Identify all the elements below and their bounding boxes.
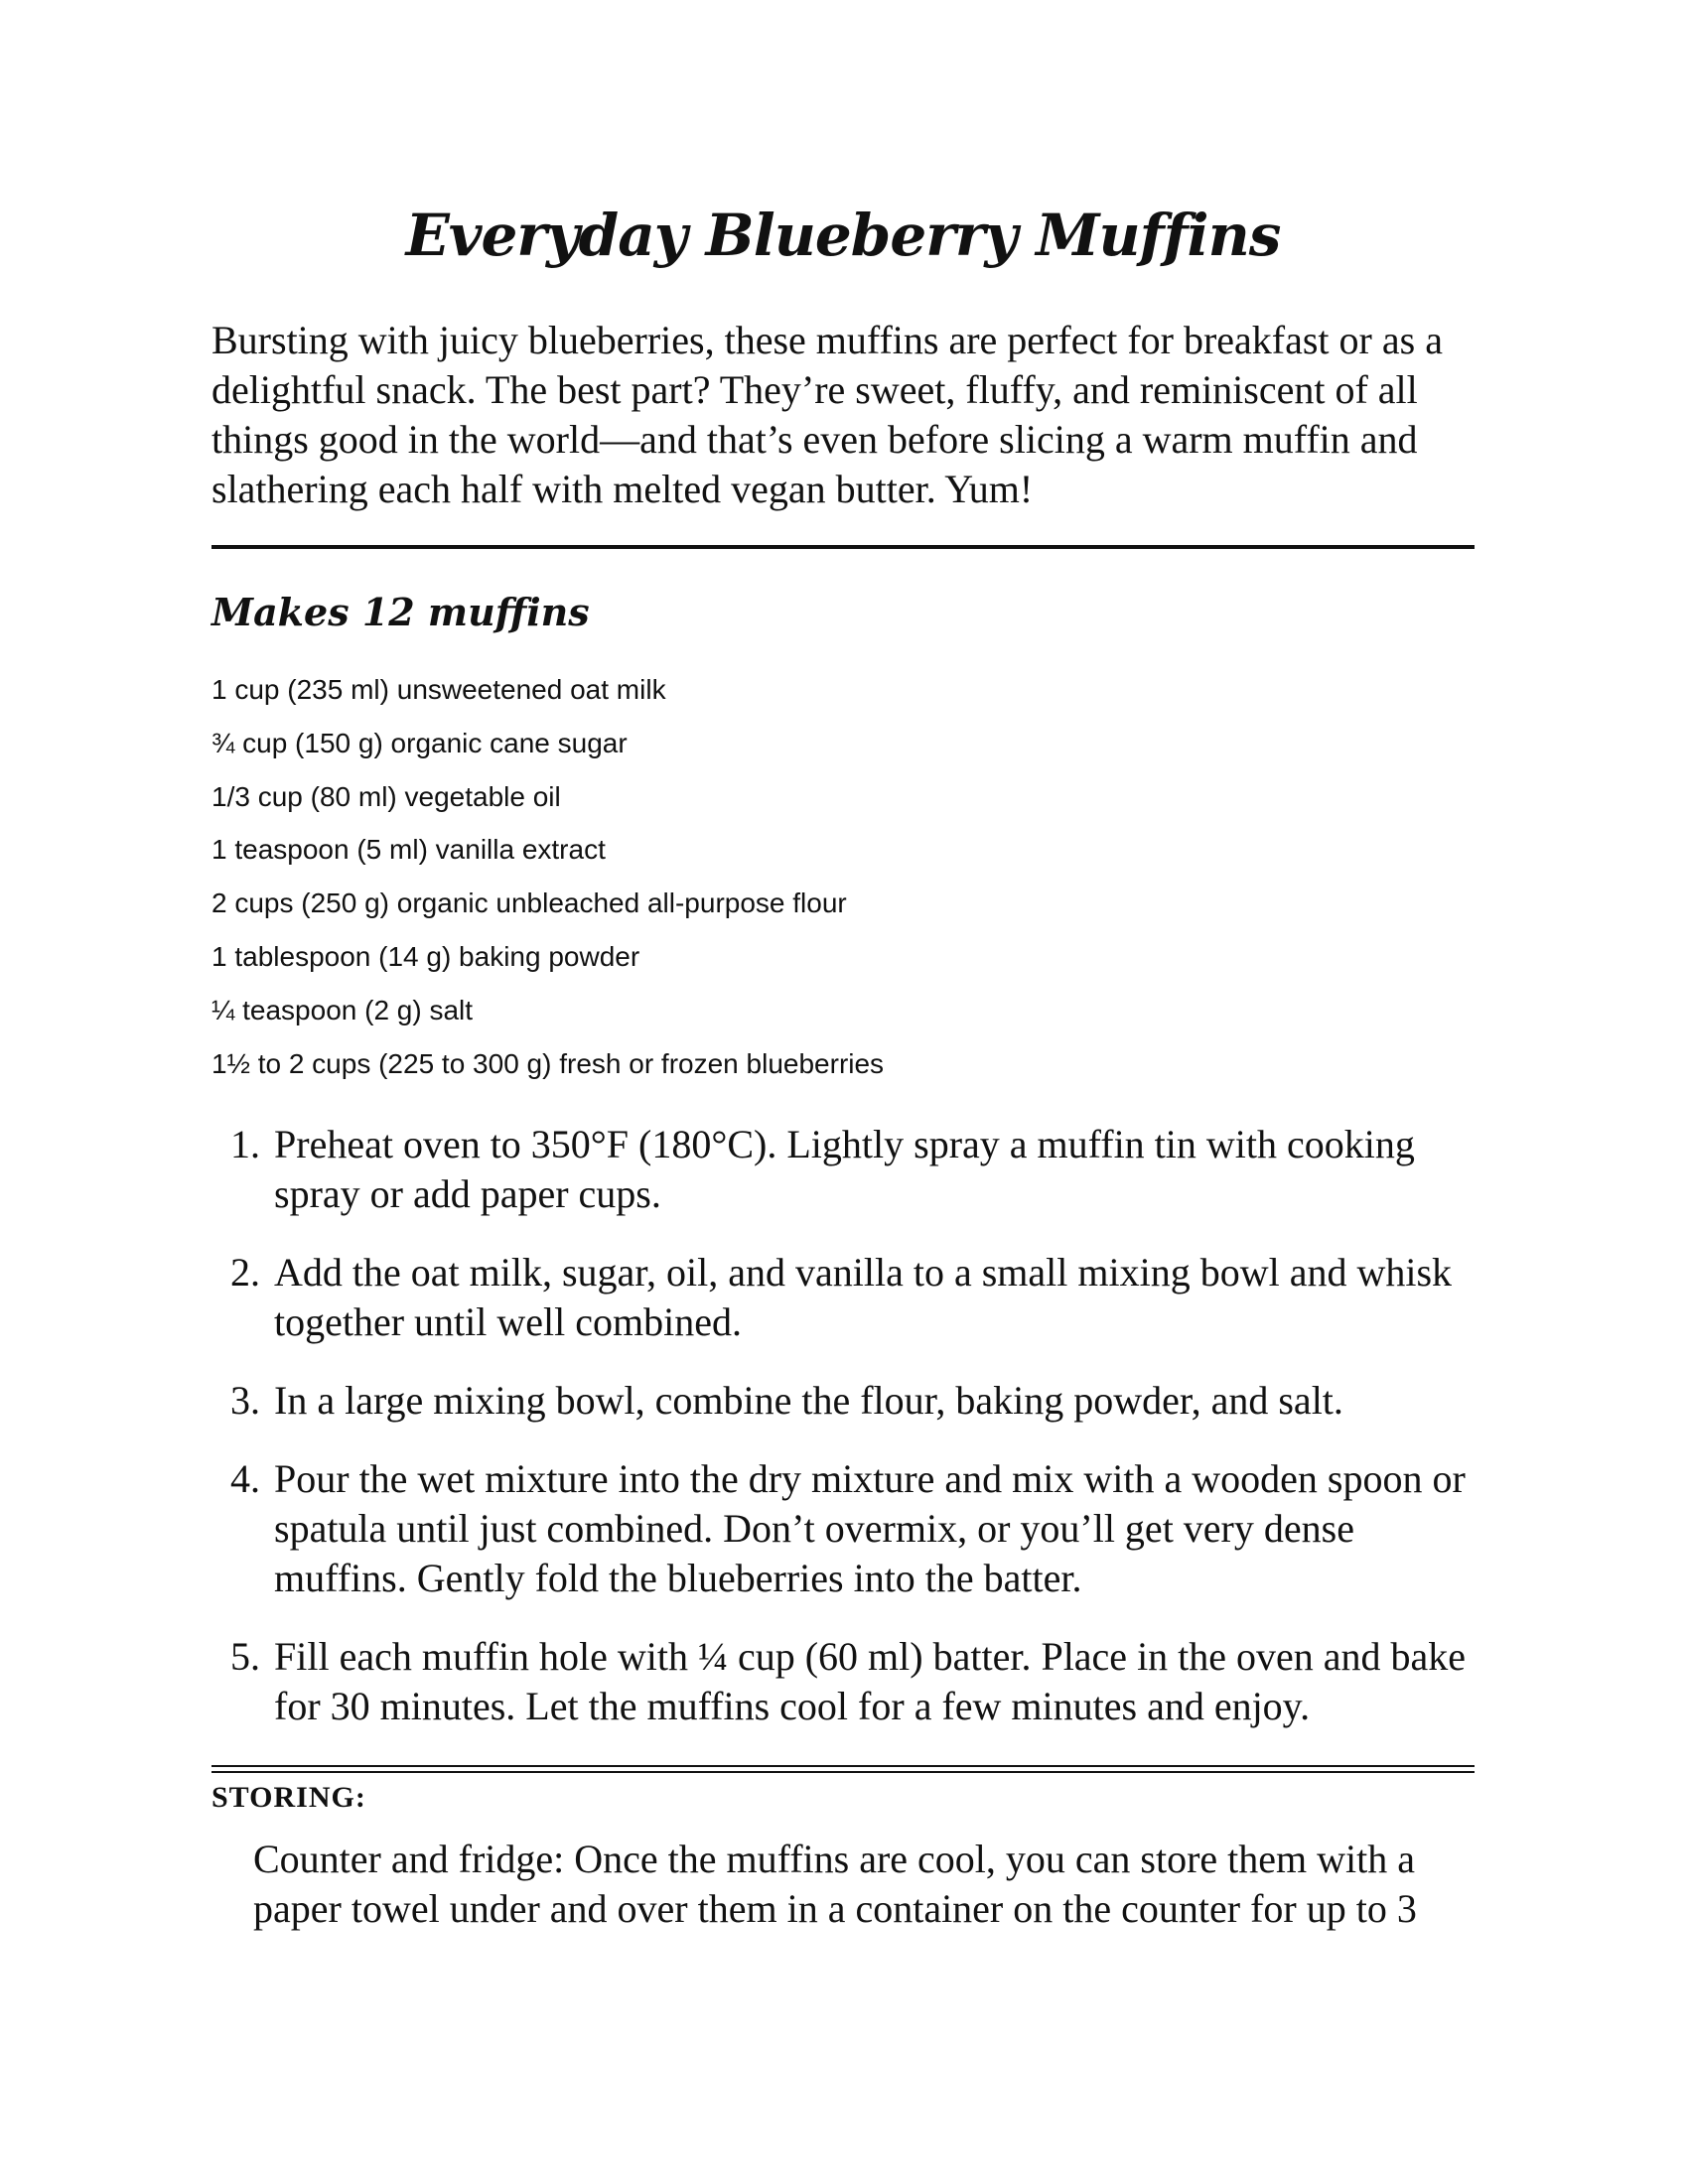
ingredient-list (211, 667, 884, 1094)
recipe-title: Everyday Blueberry Muffins (405, 202, 1281, 269)
step-text: In a large mixing bowl, combine the flour, baking powder, and salt. (274, 1378, 1343, 1423)
instruction-step (211, 1454, 1475, 1603)
step-number: 1. (230, 1122, 260, 1166)
step-number: 3. (230, 1378, 260, 1423)
instruction-step (211, 1376, 1475, 1426)
recipe-intro: Bursting with juicy blueberries, these muffins are perfect for breakfast or as a delightful snack. The best part? They’re sweet, fluffy, and reminiscent of all things good in the world—and that’s even before slicing a warm muffin and slathering each half with melted vegan butter. Yum! (211, 318, 1443, 511)
instruction-step (211, 1120, 1475, 1219)
ingredient-item: 1 cup (235 ml) unsweetened oat milk (211, 674, 666, 705)
instruction-step (211, 1248, 1475, 1347)
ingredient-item: ¾ cup (150 g) organic cane sugar (211, 727, 628, 758)
section-divider (211, 545, 1475, 549)
step-text: Fill each muffin hole with ¼ cup (60 ml) batter. Place in the oven and bake for 30 minutes. Let the muffins cool for a few minutes and enjoy. (274, 1634, 1467, 1728)
storing-text: Counter and fridge: Once the muffins are cool, you can store them with a paper towel under and over them in a container on the counter for up to 3 (253, 1837, 1417, 1931)
ingredient-item: 1 teaspoon (5 ml) vanilla extract (211, 834, 606, 866)
ingredient-item: 1½ to 2 cups (225 to 300 g) fresh or frozen blueberries (211, 1047, 885, 1079)
step-number: 5. (230, 1634, 260, 1679)
recipe-yield: Makes 12 muffins (211, 590, 590, 634)
step-text: Preheat oven to 350°F (180°C). Lightly spray a muffin tin with cooking spray or add paper cups. (274, 1122, 1415, 1216)
step-text: Add the oat milk, sugar, oil, and vanilla to a small mixing bowl and whisk together until well combined. (274, 1250, 1453, 1344)
instruction-step (211, 1632, 1475, 1731)
ingredient-item: 1/3 cup (80 ml) vegetable oil (211, 780, 561, 812)
step-number: 2. (230, 1250, 260, 1295)
step-text: Pour the wet mixture into the dry mixture and mix with a wooden spoon or spatula until just combined. Don’t overmix, or you’ll get very dense muffins. Gently fold the blueberries into the batter. (274, 1456, 1466, 1600)
storing-heading: STORING: (211, 1781, 366, 1814)
instruction-list (211, 1120, 1475, 1760)
ingredient-item: ¼ teaspoon (2 g) salt (211, 994, 474, 1025)
storing-divider (211, 1765, 1475, 1773)
ingredient-item: 1 tablespoon (14 g) baking powder (211, 940, 640, 972)
ingredient-item: 2 cups (250 g) organic unbleached all-purpose flour (211, 887, 847, 919)
step-number: 4. (230, 1456, 260, 1501)
